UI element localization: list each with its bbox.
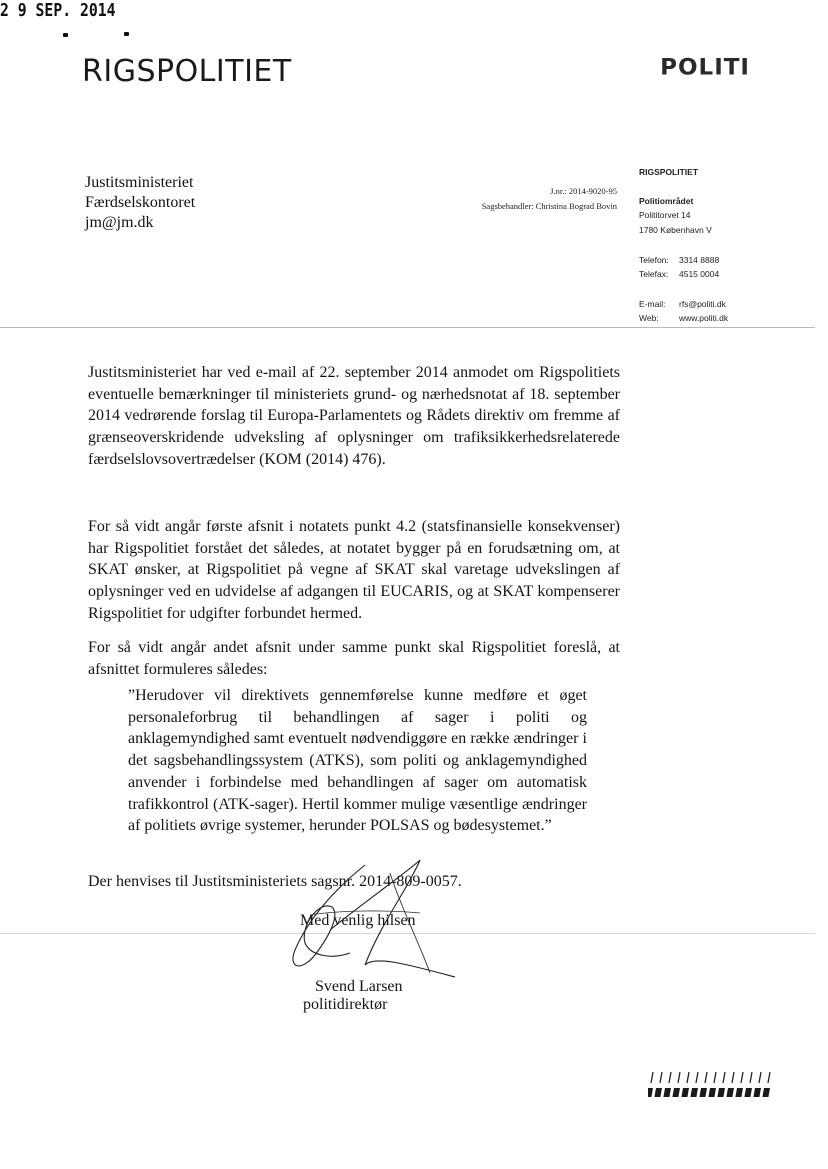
header-divider [0,327,815,328]
signer-name: Svend Larsen [315,978,403,995]
barcode-top-row [651,1072,770,1083]
barcode-bar [762,1088,770,1097]
sender-fax: Telefax: 4515 0004 [639,269,720,279]
barcode-bar [696,1072,698,1083]
recipient-email: jm@jm.dk [85,214,154,231]
recipient-line: Justitsministeriet [85,174,194,191]
barcode-bar [708,1088,716,1097]
barcode-bar [714,1072,716,1083]
barcode-bar [654,1088,662,1097]
body-paragraph: For så vidt angår andet afsnit under samme punkt skal Rigspolitiet foreslå, at afsnittet formuleres således: [88,639,620,678]
sender-city: 1780 København V [639,225,712,235]
sender-email: E-mail: rfs@politi.dk [639,299,726,309]
barcode-bar [669,1072,671,1083]
sender-web: Web: www.politi.dk [639,313,729,323]
barcode-bar [663,1088,671,1097]
scan-mark [124,32,129,36]
body-paragraph: Justitsministeriet har ved e-mail af 22. september 2014 anmodet om Rigspolitiets eventuelle bemærkninger til ministeriets grund- og nærhedsnotat af 18. september 2014 vedrørende forslag til Europa-Parlamentets og Rådets direktiv om fremme af grænseoverskridende udveksling af oplysninger om trafiksikkerhedsrelaterede færdselslovsovertrædelser (KOM (2014) 476). [88,364,620,468]
barcode-bar [648,1088,653,1097]
barcode-bar [726,1088,734,1097]
journal-number: J.nr.: 2014-9020-95 [550,186,617,196]
barcode-bar [750,1072,752,1083]
date-stamp: 2 9 SEP. 2014 [0,0,116,21]
barcode-bar [690,1088,698,1097]
scan-mark [63,33,68,37]
barcode-bar [768,1072,770,1083]
signer-title: politidirektør [303,996,388,1013]
case-handler: Sagsbehandler: Christina Bograd Bovin [481,201,617,211]
closing-greeting: Med venlig hilsen [300,912,416,929]
barcode-bar [735,1088,743,1097]
barcode-bar [759,1072,761,1083]
barcode-bar [705,1072,707,1083]
barcode-bar [681,1088,689,1097]
sender-street: Polititorvet 14 [639,210,691,220]
politi-logo: POLITI [660,55,750,81]
barcode-bar [753,1088,761,1097]
proposed-wording-quote: ”Herudover vil direktivets gennemførelse kunne medføre et øget personaleforbrug til behandlingen af sager i politi og anklagemyndighed samt eventuelt nødvendiggøre en række ændringer i det sagsbehandlingssystem (ATKS), som politi og anklagemyndighed anvender i forbindelse med behandlingen af sager om automatisk trafikkontrol (ATK-sager). Hertil kommer mulige væsentlige ændringer af politiets øvrige systemer, herunder POLSAS og bødesystemet.” [128,687,587,835]
letterhead-org-name: RIGSPOLITIET [82,54,292,89]
barcode-bar [672,1088,680,1097]
scan-barcode [648,1071,780,1099]
barcode-bar [732,1072,734,1083]
barcode-bar [723,1072,725,1083]
barcode-bar [660,1072,662,1083]
sender-unit: Politiområdet [639,196,694,206]
sender-org: RIGSPOLITIET [639,167,699,177]
sender-phone: Telefon: 3314 8888 [639,255,720,265]
barcode-bottom-row [648,1088,770,1097]
barcode-bar [699,1088,707,1097]
barcode-bar [717,1088,725,1097]
barcode-bar [744,1088,752,1097]
barcode-bar [651,1072,653,1083]
body-paragraph: For så vidt angår første afsnit i notatets punkt 4.2 (statsfinansielle konsekvenser) har Rigspolitiet forstået det således, at notatet bygger på en forudsætning om, at SKAT ønsker, at Rigspolitiet på vegne af SKAT skal varetage udvekslingen af oplysninger ved en udvidelse af adgangen til EUCARIS, og at SKAT kompenserer Rigspolitiet for udgifter forbundet hermed. [88,518,620,622]
handwritten-signature [270,855,470,990]
barcode-bar [741,1072,743,1083]
recipient-line: Færdselskontoret [85,194,196,211]
reference-sentence: Der henvises til Justitsministeriets sagsnr. 2014-809-0057. [88,873,462,890]
barcode-bar [678,1072,680,1083]
barcode-bar [687,1072,689,1083]
